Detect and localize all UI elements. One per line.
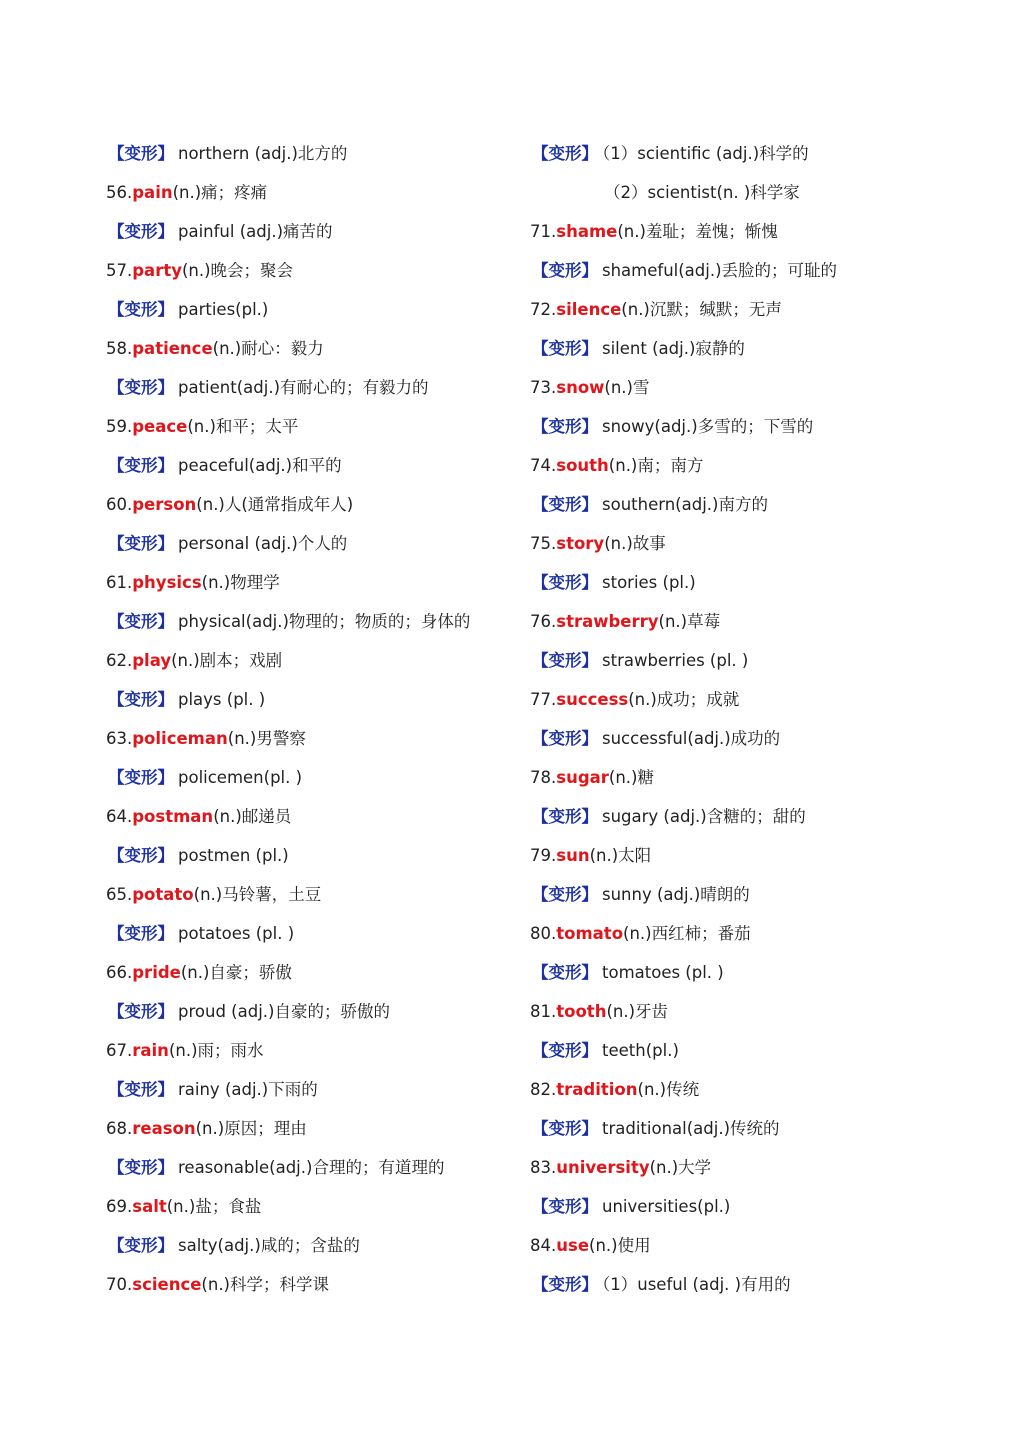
- entry-number: 80.: [530, 924, 557, 943]
- entry-number: 72.: [530, 300, 557, 319]
- variant-text: patient(adj.)有耐心的；有毅力的: [178, 378, 429, 397]
- variant-tag: 【变形】: [108, 768, 174, 787]
- entry-word: shame: [556, 222, 618, 241]
- variant-tag: 【变形】: [108, 612, 174, 631]
- variant-form: [530, 1031, 950, 1070]
- variant-form: [530, 329, 950, 368]
- variant-form: [106, 212, 516, 251]
- variant-tag: 【变形】: [532, 417, 598, 436]
- entry-number: 82.: [530, 1080, 557, 1099]
- entry-number: 60.: [106, 495, 133, 514]
- variant-text: proud (adj.)自豪的；骄傲的: [178, 1002, 390, 1021]
- variant-form: [106, 1070, 516, 1109]
- entry-number: 83.: [530, 1158, 557, 1177]
- variant-form: [106, 992, 516, 1031]
- variant-form: [530, 485, 950, 524]
- vocab-entry: [106, 953, 516, 992]
- variant-tag: 【变形】: [108, 300, 174, 319]
- entry-definition: (n.)沉默；缄默；无声: [621, 300, 782, 319]
- variant-form: [530, 134, 950, 173]
- variant-tag: 【变形】: [108, 222, 174, 241]
- variant-tag: 【变形】: [532, 1197, 598, 1216]
- entry-word: sun: [556, 846, 590, 865]
- entry-definition: (n.)南；南方: [608, 456, 704, 475]
- variant-tag: 【变形】: [108, 456, 174, 475]
- entry-definition: (n.)剧本；戏剧: [171, 651, 283, 670]
- entry-word: person: [132, 495, 197, 514]
- entry-number: 84.: [530, 1236, 557, 1255]
- variant-tag: 【变形】: [108, 1158, 174, 1177]
- vocab-entry: [106, 251, 516, 290]
- entry-number: 58.: [106, 339, 133, 358]
- entry-definition: (n.)传统: [637, 1080, 700, 1099]
- variant-tag: 【变形】: [108, 144, 174, 163]
- variant-tag: 【变形】: [532, 144, 598, 163]
- vocab-entry: [106, 563, 516, 602]
- variant-text: peaceful(adj.)和平的: [178, 456, 342, 475]
- variant-form: [530, 407, 950, 446]
- entry-word: science: [132, 1275, 202, 1294]
- entry-word: strawberry: [556, 612, 659, 631]
- entry-number: 81.: [530, 1002, 557, 1021]
- vocab-entry: [106, 641, 516, 680]
- entry-number: 73.: [530, 378, 557, 397]
- entry-definition: (n.)故事: [604, 534, 666, 553]
- entry-word: story: [556, 534, 605, 553]
- vocab-entry: [106, 1265, 516, 1304]
- vocab-entry: [530, 914, 950, 953]
- variant-form: [530, 719, 950, 758]
- variant-form: [530, 251, 950, 290]
- variant-form: [106, 914, 516, 953]
- entry-definition: (n.)太阳: [589, 846, 652, 865]
- variant-form: [530, 1187, 950, 1226]
- variant-text: southern(adj.)南方的: [602, 495, 768, 514]
- entry-word: peace: [132, 417, 188, 436]
- variant-tag: 【变形】: [532, 573, 598, 592]
- entry-word: pride: [132, 963, 181, 982]
- vocab-entry: [530, 602, 950, 641]
- variant-tag: 【变形】: [108, 690, 174, 709]
- entry-number: 57.: [106, 261, 133, 280]
- variant-text: stories (pl.): [602, 573, 696, 592]
- entry-number: 61.: [106, 573, 133, 592]
- entry-word: tooth: [556, 1002, 607, 1021]
- entry-word: use: [556, 1236, 590, 1255]
- vocab-entry: [530, 836, 950, 875]
- variant-text: rainy (adj.)下雨的: [178, 1080, 318, 1099]
- variant-form: [530, 563, 950, 602]
- vocab-entry: [106, 875, 516, 914]
- left-column: [106, 134, 516, 1304]
- entry-word: silence: [556, 300, 622, 319]
- entry-definition: (n.)成功；成就: [628, 690, 740, 709]
- entry-word: pain: [132, 183, 173, 202]
- entry-word: policeman: [132, 729, 228, 748]
- vocab-entry: [530, 680, 950, 719]
- entry-word: snow: [556, 378, 605, 397]
- entry-word: tomato: [556, 924, 624, 943]
- vocab-entry: [530, 1148, 950, 1187]
- variant-text: postmen (pl.): [178, 846, 289, 865]
- variant-text: shameful(adj.)丢脸的；可耻的: [602, 261, 838, 280]
- entry-word: sugar: [556, 768, 609, 787]
- entry-number: 76.: [530, 612, 557, 631]
- entry-word: south: [556, 456, 609, 475]
- entry-definition: (n.)自豪；骄傲: [180, 963, 292, 982]
- entry-word: salt: [132, 1197, 167, 1216]
- entry-definition: (n.)盐；食盐: [166, 1197, 262, 1216]
- vocab-entry: [106, 173, 516, 212]
- variant-text: silent (adj.)寂静的: [602, 339, 745, 358]
- entry-word: success: [556, 690, 629, 709]
- variant-tag: 【变形】: [108, 1080, 174, 1099]
- entry-number: 78.: [530, 768, 557, 787]
- variant-form: [530, 797, 950, 836]
- variant-text: snowy(adj.)多雪的；下雪的: [602, 417, 814, 436]
- variant-tag: 【变形】: [532, 261, 598, 280]
- entry-definition: (n.)雪: [604, 378, 650, 397]
- vocab-entry: [530, 524, 950, 563]
- vocab-entry: [106, 797, 516, 836]
- variant-tag: 【变形】: [108, 846, 174, 865]
- entry-number: 66.: [106, 963, 133, 982]
- variant-form: [106, 524, 516, 563]
- entry-definition: (n.)糖: [608, 768, 654, 787]
- entry-number: 71.: [530, 222, 557, 241]
- variant-text: tomatoes (pl. ): [602, 963, 724, 982]
- variant-tag: 【变形】: [108, 1002, 174, 1021]
- variant-text: traditional(adj.)传统的: [602, 1119, 780, 1138]
- vocab-entry: [106, 485, 516, 524]
- vocab-entry: [530, 758, 950, 797]
- variant-subform: [530, 173, 950, 212]
- entry-word: tradition: [556, 1080, 638, 1099]
- entry-number: 56.: [106, 183, 133, 202]
- variant-form: [106, 602, 516, 641]
- entry-word: patience: [132, 339, 213, 358]
- variant-text: strawberries (pl. ): [602, 651, 749, 670]
- variant-tag: 【变形】: [108, 1236, 174, 1255]
- vocab-entry: [106, 407, 516, 446]
- entry-word: potato: [132, 885, 194, 904]
- entry-definition: (n.)马铃薯，土豆: [193, 885, 322, 904]
- variant-form: [106, 836, 516, 875]
- variant-tag: 【变形】: [532, 729, 598, 748]
- variant-form: [530, 1265, 950, 1304]
- vocab-entry: [530, 212, 950, 251]
- variant-text: painful (adj.)痛苦的: [178, 222, 333, 241]
- entry-number: 70.: [106, 1275, 133, 1294]
- entry-word: reason: [132, 1119, 196, 1138]
- entry-number: 68.: [106, 1119, 133, 1138]
- variant-form: [530, 875, 950, 914]
- variant-text: plays (pl. ): [178, 690, 266, 709]
- variant-form: [530, 1109, 950, 1148]
- variant-text: physical(adj.)物理的；物质的；身体的: [178, 612, 471, 631]
- entry-number: 75.: [530, 534, 557, 553]
- variant-form: [106, 758, 516, 797]
- variant-tag: 【变形】: [532, 495, 598, 514]
- entry-word: play: [132, 651, 172, 670]
- variant-tag: 【变形】: [532, 1041, 598, 1060]
- vocab-entry: [106, 1109, 516, 1148]
- variant-tag: 【变形】: [532, 1119, 598, 1138]
- entry-definition: (n.)物理学: [201, 573, 280, 592]
- vocab-entry: [530, 446, 950, 485]
- variant-tag: 【变形】: [108, 378, 174, 397]
- variant-text: personal (adj.)个人的: [178, 534, 348, 553]
- entry-definition: (n.)草莓: [658, 612, 721, 631]
- entry-number: 77.: [530, 690, 557, 709]
- vocab-entry: [530, 1070, 950, 1109]
- entry-number: 59.: [106, 417, 133, 436]
- entry-number: 69.: [106, 1197, 133, 1216]
- entry-word: rain: [132, 1041, 169, 1060]
- right-column: [530, 134, 950, 1304]
- entry-definition: (n.)耐心：毅力: [212, 339, 324, 358]
- vocab-entry: [106, 1187, 516, 1226]
- entry-number: 63.: [106, 729, 133, 748]
- variant-tag: 【变形】: [532, 339, 598, 358]
- vocab-entry: [530, 368, 950, 407]
- entry-number: 65.: [106, 885, 133, 904]
- variant-text: （1）useful (adj. )有用的: [602, 1275, 791, 1294]
- vocab-entry: [106, 329, 516, 368]
- vocab-entry: [106, 1031, 516, 1070]
- entry-definition: (n.)牙齿: [606, 1002, 669, 1021]
- entry-definition: (n.)人(通常指成年人): [196, 495, 354, 514]
- entry-word: university: [556, 1158, 650, 1177]
- variant-tag: 【变形】: [532, 1275, 598, 1294]
- variant-text: universities(pl.): [602, 1197, 731, 1216]
- entry-definition: (n.)雨；雨水: [168, 1041, 264, 1060]
- variant-form: [106, 290, 516, 329]
- variant-text: successful(adj.)成功的: [602, 729, 781, 748]
- entry-definition: (n.)痛；疼痛: [172, 183, 268, 202]
- variant-text: potatoes (pl. ): [178, 924, 295, 943]
- entry-number: 79.: [530, 846, 557, 865]
- entry-number: 74.: [530, 456, 557, 475]
- variant-tag: 【变形】: [532, 885, 598, 904]
- entry-word: physics: [132, 573, 202, 592]
- entry-word: postman: [132, 807, 214, 826]
- variant-form: [106, 134, 516, 173]
- variant-form: [106, 680, 516, 719]
- entry-definition: (n.)大学: [649, 1158, 712, 1177]
- variant-tag: 【变形】: [108, 534, 174, 553]
- variant-text: （1）scientific (adj.)科学的: [602, 144, 809, 163]
- variant-text: sunny (adj.)晴朗的: [602, 885, 750, 904]
- entry-number: 62.: [106, 651, 133, 670]
- vocab-entry: [530, 290, 950, 329]
- variant-text: sugary (adj.)含糖的；甜的: [602, 807, 806, 826]
- entry-definition: (n.)邮递员: [213, 807, 292, 826]
- variant-form: [106, 1148, 516, 1187]
- entry-definition: (n.)和平；太平: [187, 417, 299, 436]
- variant-text: teeth(pl.): [602, 1041, 679, 1060]
- entry-definition: (n.)科学；科学课: [201, 1275, 329, 1294]
- variant-form: [530, 641, 950, 680]
- variant-text: reasonable(adj.)合理的；有道理的: [178, 1158, 445, 1177]
- entry-definition: (n.)晚会；聚会: [181, 261, 294, 280]
- variant-tag: 【变形】: [108, 924, 174, 943]
- entry-definition: (n.)羞耻；羞愧；惭愧: [617, 222, 778, 241]
- vocab-entry: [530, 992, 950, 1031]
- variant-text: parties(pl.): [178, 300, 269, 319]
- variant-form: [106, 446, 516, 485]
- variant-text: policemen(pl. ): [178, 768, 303, 787]
- variant-form: [530, 953, 950, 992]
- vocab-entry: [106, 719, 516, 758]
- entry-number: 64.: [106, 807, 133, 826]
- variant-tag: 【变形】: [532, 807, 598, 826]
- entry-word: party: [132, 261, 182, 280]
- entry-definition: (n.)使用: [589, 1236, 651, 1255]
- variant-text: salty(adj.)咸的；含盐的: [178, 1236, 360, 1255]
- entry-number: 67.: [106, 1041, 133, 1060]
- variant-text: northern (adj.)北方的: [178, 144, 348, 163]
- variant-tag: 【变形】: [532, 963, 598, 982]
- variant-form: [106, 368, 516, 407]
- entry-definition: (n.)男警察: [227, 729, 306, 748]
- entry-definition: (n.)原因；理由: [195, 1119, 307, 1138]
- variant-tag: 【变形】: [532, 651, 598, 670]
- variant-form: [106, 1226, 516, 1265]
- vocab-entry: [530, 1226, 950, 1265]
- entry-definition: (n.)西红柿；番茄: [623, 924, 751, 943]
- variant-text: （2）scientist(n. )科学家: [604, 183, 800, 202]
